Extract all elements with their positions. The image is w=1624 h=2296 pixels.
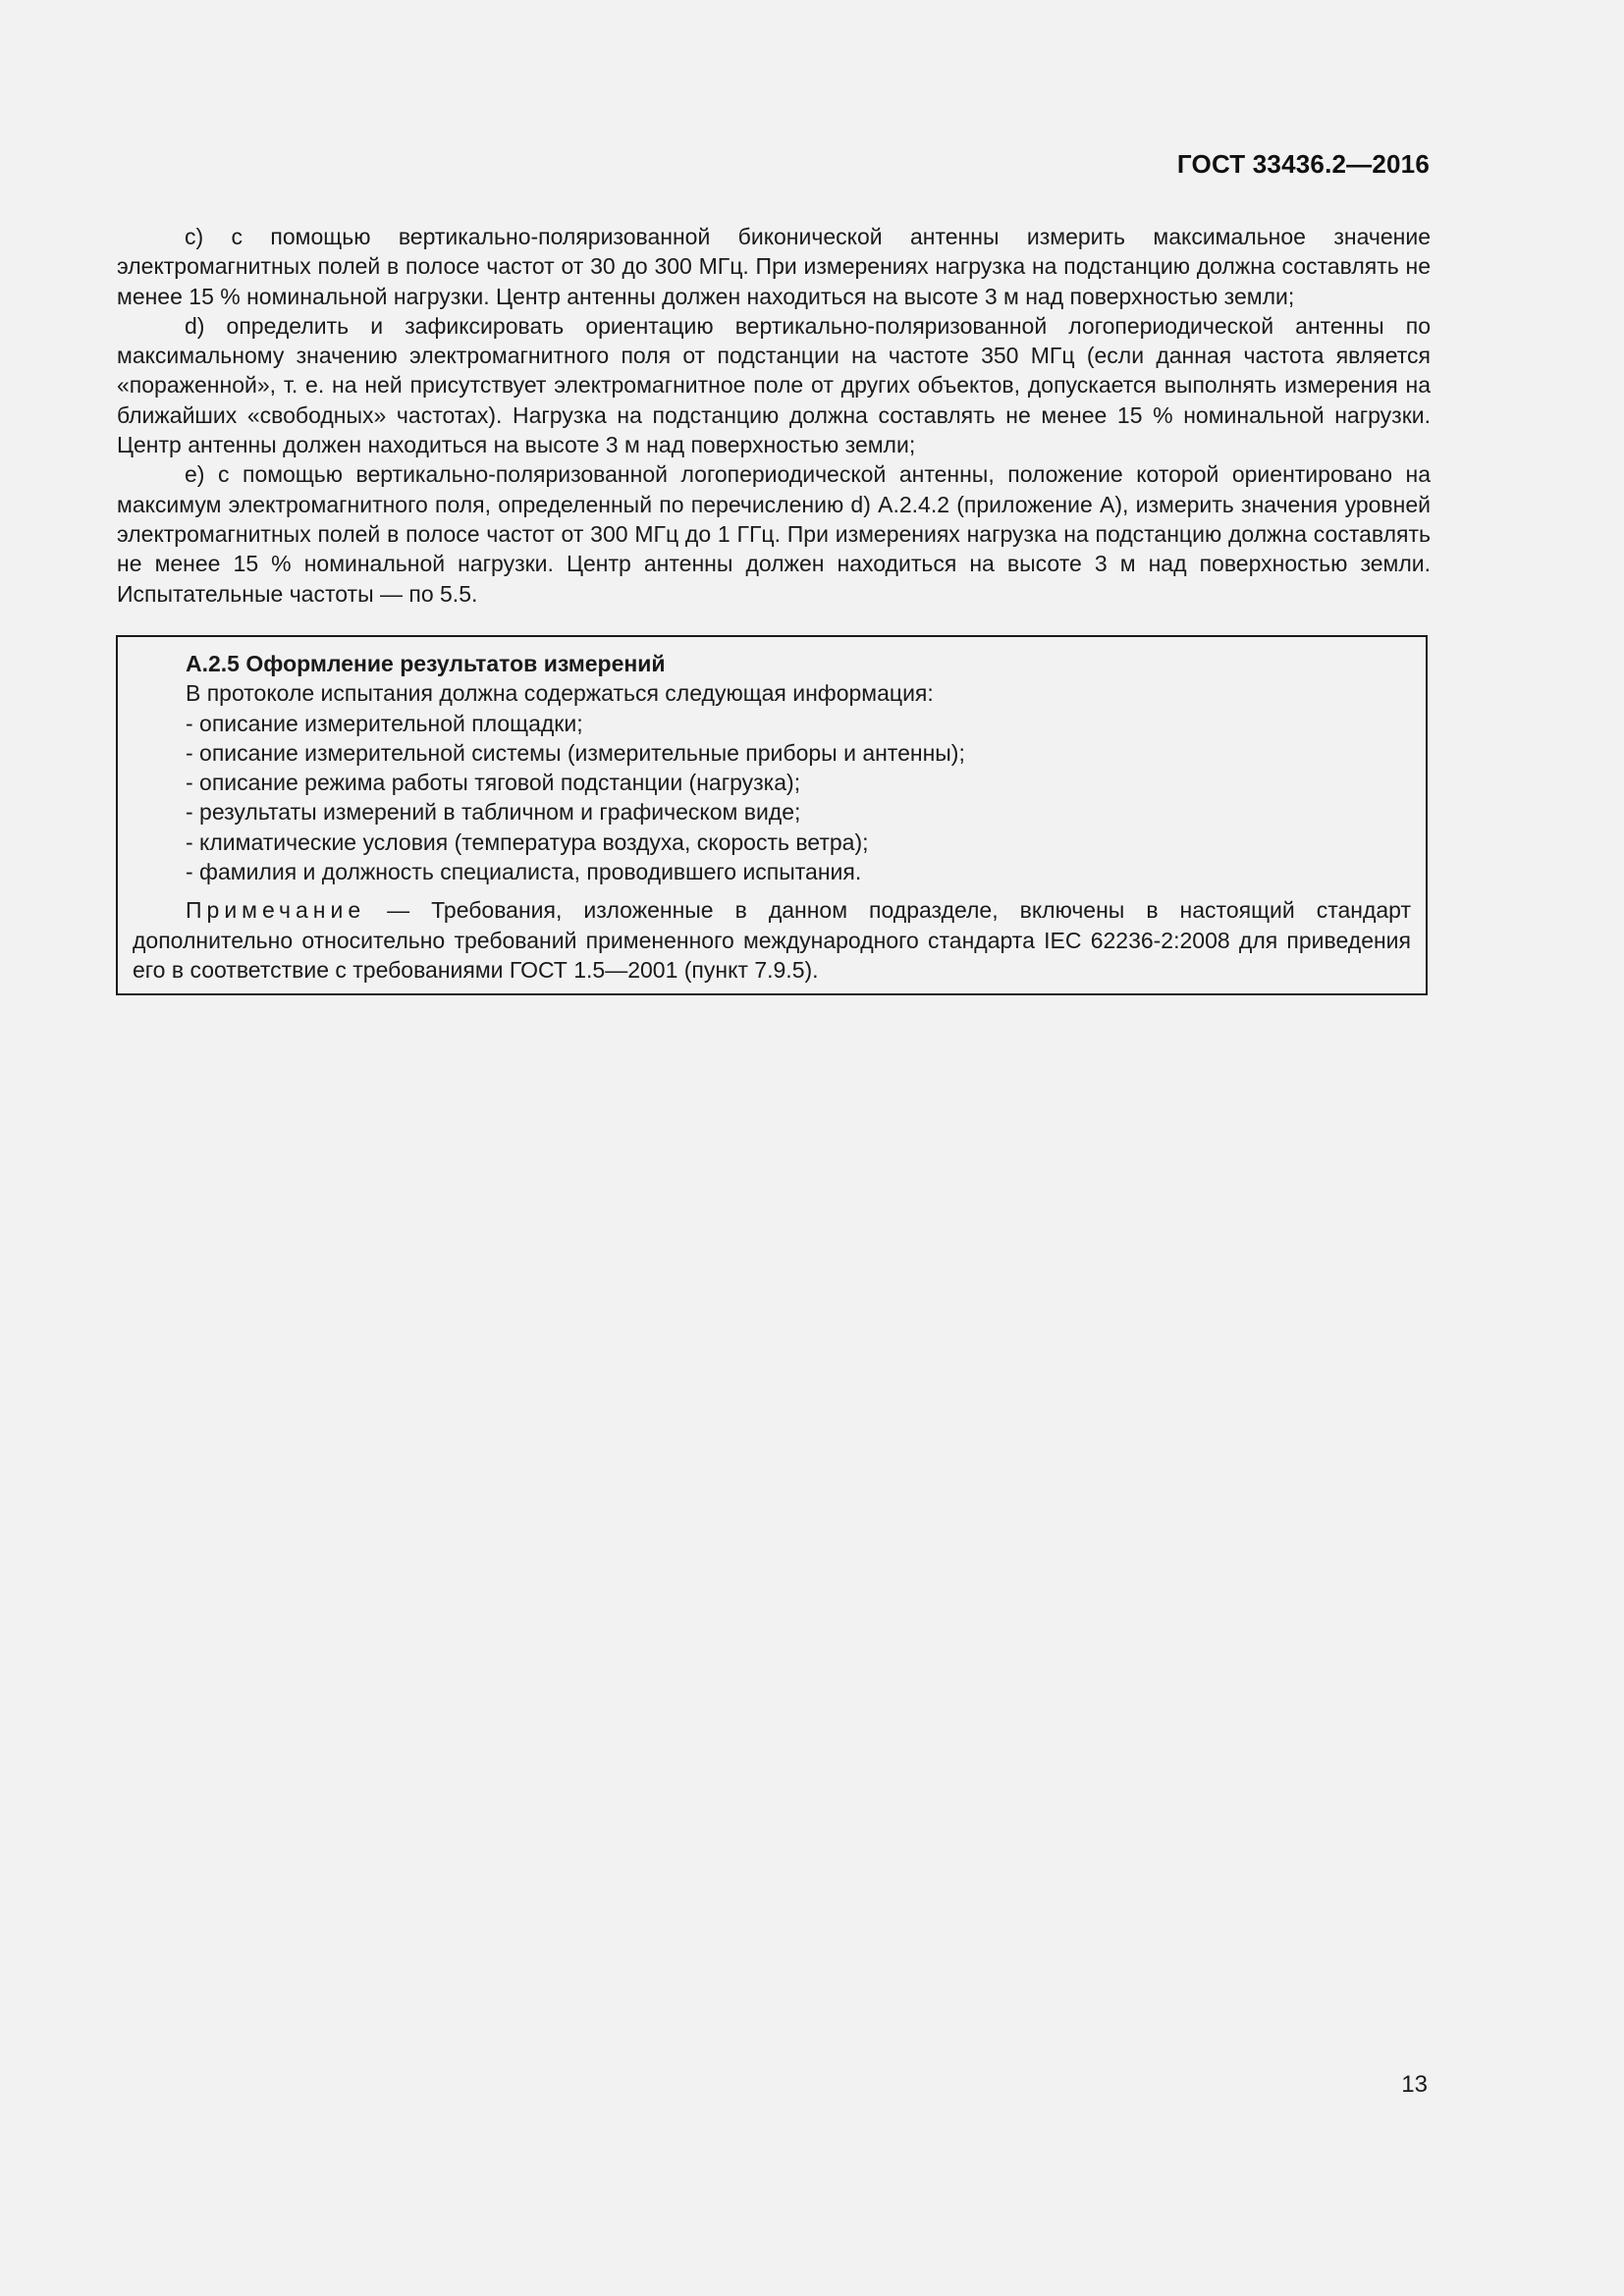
note-text: — Требования, изложенные в данном подразделе, включены в настоящий стандарт дополнительно относительно требований примененного международного стандарта IEC 62236-2:2008 для приведения его в соответствие с требованиями ГОСТ 1.5—2001 (пункт 7.9.5). <box>133 897 1411 983</box>
paragraph-c: с) с помощью вертикально-поляризованной биконической антенны измерить максимальное значение электромагнитных полей в полосе частот от 30 до 300 МГц. При измерениях нагрузка на подстанцию должна составлять не менее 15 % номинальной нагрузки. Центр антенны должен находиться на высоте 3 м над поверхностью земли; <box>117 224 1431 309</box>
results-section-box <box>116 635 1428 995</box>
paragraph-d: d) определить и зафиксировать ориентацию вертикально-поляризованной логопериодической антенны по максимальному значению электромагнитного поля от подстанции на частоте 350 МГц (если данная частота является «пораженной», т. е. на ней присутствует электромагнитное поле от других объектов, допускается выполнять измерения на ближайших «свободных» частотах). Нагрузка на подстанцию должна составлять не менее 15 % номинальной нагрузки. Центр антенны должен находиться на высоте 3 м над поверхностью земли; <box>117 312 1431 458</box>
requirements-list <box>133 709 1411 887</box>
paragraph-e: е) с помощью вертикально-поляризованной логопериодической антенны, положение которой ориентировано на максимум электромагнитного поля, определенный по перечислению d) А.2.4.2 (приложение А), измерить значения уровней электромагнитных полей в полосе частот от 300 МГц до 1 ГГц. При измерениях нагрузка на подстанцию должна составлять не менее 15 % номинальной нагрузки. Центр антенны должен находиться на высоте 3 м над поверхностью земли. Испытательные частоты — по 5.5. <box>117 461 1431 607</box>
document-number-header: ГОСТ 33436.2—2016 <box>1176 149 1430 179</box>
list-item: - описание измерительной площадки; <box>186 710 583 736</box>
note-label: Примечание <box>186 897 366 924</box>
section-title: А.2.5 Оформление результатов измерений <box>186 651 666 676</box>
list-item: - описание измерительной системы (измерительные приборы и антенны); <box>186 739 965 766</box>
main-text <box>117 222 1431 609</box>
note <box>133 895 1411 985</box>
list-item: - климатические условия (температура воздуха, скорость ветра); <box>186 828 869 855</box>
section-intro: В протоколе испытания должна содержаться следующая информация: <box>186 680 934 707</box>
page-number: 13 <box>1401 2071 1428 2098</box>
list-item: - результаты измерений в табличном и графическом виде; <box>186 799 801 826</box>
list-item: - фамилия и должность специалиста, проводившего испытания. <box>186 859 862 885</box>
list-item: - описание режима работы тяговой подстанции (нагрузка); <box>186 770 801 796</box>
